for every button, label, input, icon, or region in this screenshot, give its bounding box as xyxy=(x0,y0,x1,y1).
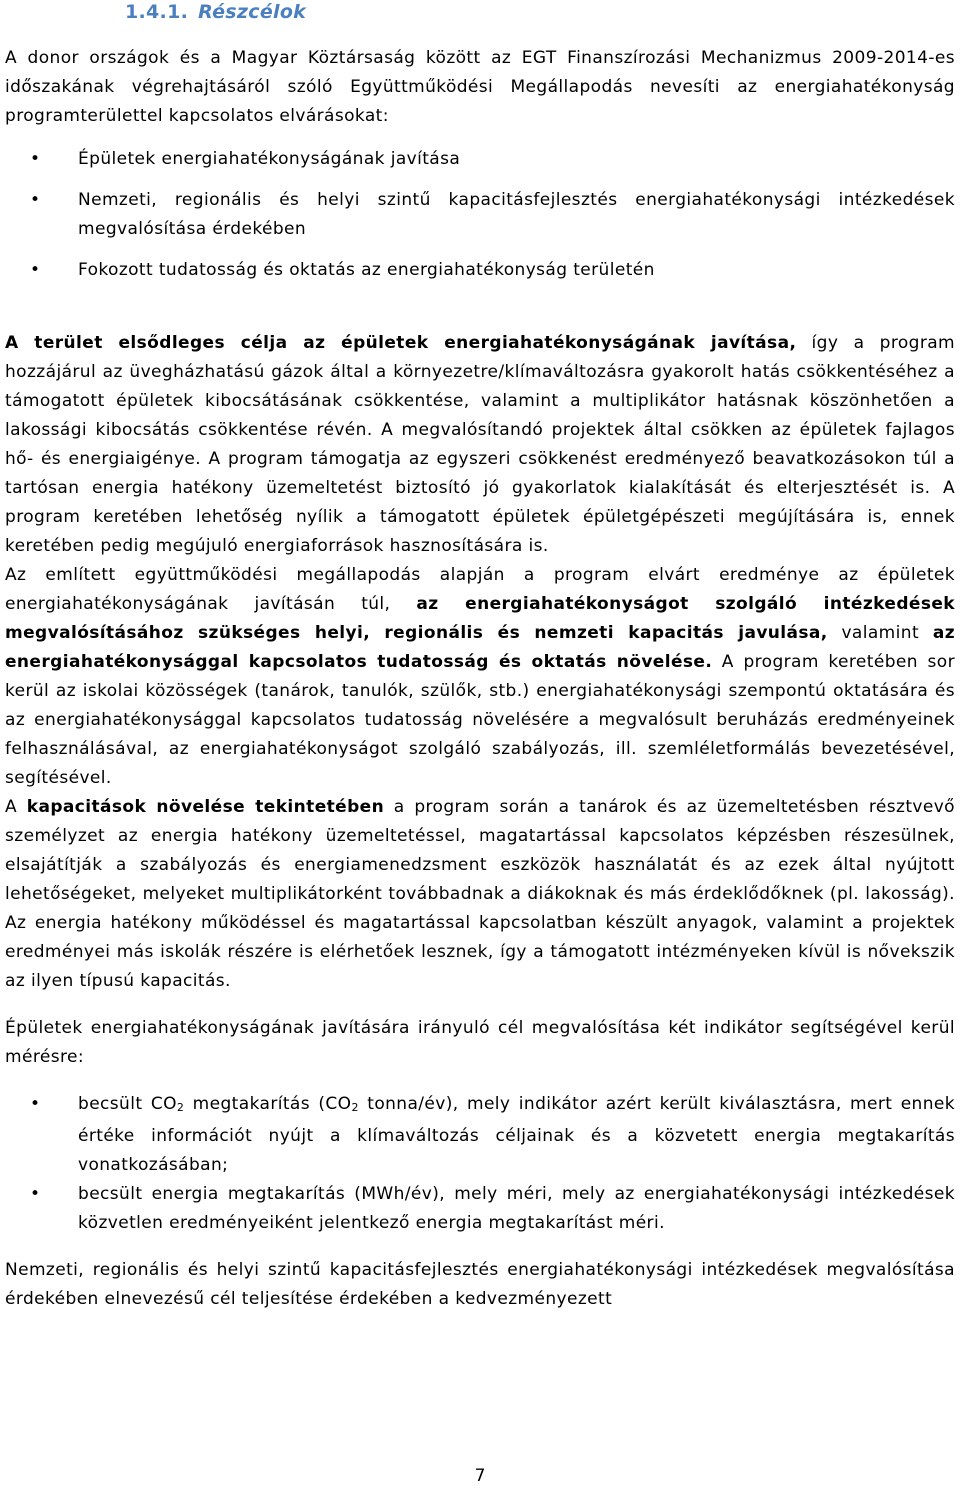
indicators-list xyxy=(5,1090,955,1238)
page-number: 7 xyxy=(474,1466,486,1486)
expectations-list xyxy=(5,145,955,285)
emphasis: az energiahatékonyságot szolgáló intézkedések megvalósításához szükséges helyi, regionális és nemzeti kapacitás javulása, xyxy=(5,594,955,643)
emphasis: kapacitások növelése tekintetében xyxy=(26,797,385,817)
list-item: • becsült energia megtakarítás (MWh/év), mely méri, mely az energiahatékonysági intézkedések közvetlen eredményeiként jelentkező energia megtakarítást méri. xyxy=(5,1180,955,1238)
list-item: • becsült $CO_2$ megtakarítás ($CO_2$ tonna/év), mely indikátor azért került kiválasztásra, mert ennek értéke információt nyújt a klímaváltozás céljainak és a közvetett energia megtakarítás vonatkozásában; xyxy=(5,1090,955,1180)
emphasis: az energiahatékonysággal kapcsolatos tudatosság és oktatás növelése. xyxy=(5,623,955,672)
intro-paragraph: A donor országok és a Magyar Köztársaság között az EGT Finanszírozási Mechanizmus 2009-2014-es időszakának végrehajtásáról szóló Együttműködési Megállapodás nevesíti az energiahatékonyság programterülettel kapcsolatos elvárásokat: xyxy=(5,48,955,126)
capacity-goal-paragraph: Nemzeti, regionális és helyi szintű kapacitásfejlesztés energiahatékonysági intézkedések megvalósítása érdekében elnevezésű cél teljesítése érdekében a kedvezményezett xyxy=(5,1260,955,1309)
results-paragraph: Az említett együttműködési megállapodás alapján a program elvárt eredménye az épületek energiahatékonyságának javításán túl, az energiahatékonyságot szolgáló intézkedések megvalósításához szükséges helyi, regionális és nemzeti kapacitás javulása, valamint az energiahatékonysággal kapcsolatos tudatosság és oktatás növelése. A program keretében sor kerül az iskolai közösségek (tanárok, tanulók, szülők, stb.) energiahatékonysági szempontú oktatására és az energiahatékonysággal kapcsolatos tudatosság növelésére a megvalósult beruházás eredményeinek felhasználásával, az energiahatékonyságot szolgáló szabályozás, ill. szemléletformálás bevezetésével, segítésével. xyxy=(5,565,955,788)
list-item-text: Nemzeti, regionális és helyi szintű kapacitásfejlesztés energiahatékonysági intézkedések megvalósítása érdekében xyxy=(78,190,955,239)
section-heading xyxy=(5,0,955,24)
bullet-icon: • xyxy=(30,149,41,169)
list-item-text: Épületek energiahatékonyságának javítása xyxy=(78,149,461,169)
list-item-text: Fokozott tudatosság és oktatás az energiahatékonyság területén xyxy=(78,260,655,280)
main-goal-paragraph: A terület elsődleges célja az épületek energiahatékonyságának javítása, így a program hozzájárul az üvegházhatású gázok által a környezetre/klímaváltozásra gyakorolt hatás csökkentéséhez a támogatott épületek kibocsátásának csökkentése, valamint a multiplikátor hatásnak köszönhetően a lakossági kibocsátás csökkentése révén. A megvalósítandó projektek által csökken az épületek fajlagos hő- és energiaigénye. A program támogatja az egyszeri csökkenést eredményező beavatkozásokon túl a tartósan energia hatékony üzemeltetést biztosító jó gyakorlatok kialakítását és elterjesztését is. A program keretében lehetőség nyílik a támogatott épületek épületgépészeti megújítására is, ennek keretében pedig megújuló energiaforrások hasznosítására is. xyxy=(5,333,955,556)
list-item xyxy=(5,186,955,244)
bullet-icon: • xyxy=(30,1184,41,1204)
section-number: 1.4.1. xyxy=(125,1,189,23)
bullet-icon: • xyxy=(30,260,41,280)
capacity-paragraph: A kapacitások növelése tekintetében a program során a tanárok és az üzemeltetésben résztvevő személyzet az energia hatékony üzemeltetéssel, magatartással kapcsolatos képzésben részesülnek, elsajátítják a szabályozás és energiamenedzsment eszközök használatát és az ezek által nyújtott lehetőségeket, melyeket multiplikátorként továbbadnak a diákoknak és más érdeklődőknek (pl. lakosság). Az energia hatékony működéssel és magatartással kapcsolatban készült anyagok, valamint a projektek eredményei más iskolák részére is elérhetőek lesznek, így a támogatott intézményeken kívül is nővekszik az ilyen típusú kapacitás. xyxy=(5,797,955,991)
section-title: Részcélok xyxy=(198,1,307,23)
list-item xyxy=(5,256,955,285)
bullet-icon: • xyxy=(30,190,41,210)
list-item xyxy=(5,145,955,174)
emphasis: A terület elsődleges célja az épületek energiahatékonyságának javítása, xyxy=(5,333,797,353)
bullet-icon: • xyxy=(30,1094,41,1114)
indicators-intro-paragraph: Épületek energiahatékonyságának javítására irányuló cél megvalósítása két indikátor segítségével kerül mérésre: xyxy=(5,1018,955,1067)
